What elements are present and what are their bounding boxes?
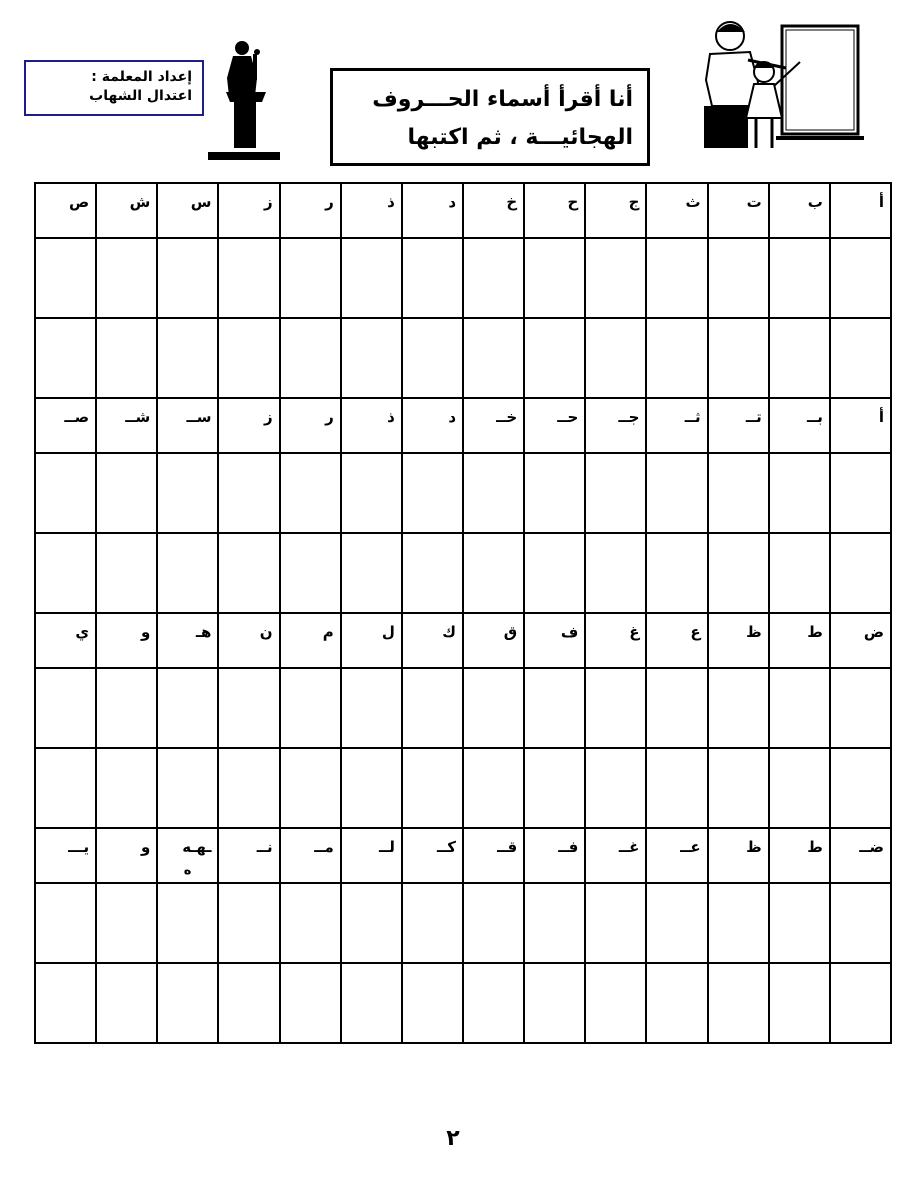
letter-cell	[585, 183, 646, 238]
letter-cell	[157, 613, 218, 668]
letter-cell	[280, 398, 341, 453]
teacher-and-child-at-board-icon	[690, 14, 866, 152]
letter-cell	[646, 398, 707, 453]
letter-label: د	[448, 193, 457, 211]
writing-cell[interactable]	[830, 668, 891, 748]
letter-label: و	[140, 838, 151, 856]
letter-cell	[218, 828, 279, 883]
letter-cell	[769, 828, 830, 883]
letter-label: ح	[567, 193, 579, 211]
letter-label: مــ	[314, 838, 334, 856]
letter-label: نــ	[256, 838, 273, 856]
writing-cell[interactable]	[96, 533, 157, 613]
author-label: إعداد المعلمة :	[91, 69, 192, 85]
writing-cell[interactable]	[646, 238, 707, 318]
writing-cell[interactable]	[35, 668, 96, 748]
letter-label: م	[322, 623, 334, 641]
letter-label: تــ	[745, 408, 762, 426]
letter-label: أ	[878, 408, 884, 426]
writing-cell[interactable]	[341, 748, 402, 828]
writing-row	[35, 748, 891, 828]
writing-cell[interactable]	[341, 963, 402, 1043]
letters-practice-grid	[34, 182, 892, 1044]
writing-cell[interactable]	[585, 883, 646, 963]
writing-row	[35, 883, 891, 963]
writing-cell[interactable]	[830, 533, 891, 613]
letter-label: غــ	[618, 838, 640, 856]
letter-label: و	[140, 623, 151, 641]
title-line-2: الهجائيـــة ، ثم اكتبها	[407, 125, 633, 150]
writing-cell[interactable]	[708, 748, 769, 828]
writing-cell[interactable]	[463, 318, 524, 398]
writing-row	[35, 668, 891, 748]
writing-cell[interactable]	[341, 318, 402, 398]
writing-cell[interactable]	[708, 453, 769, 533]
letter-cell	[830, 613, 891, 668]
letters-row	[35, 398, 891, 453]
writing-cell[interactable]	[585, 238, 646, 318]
writing-cell[interactable]	[585, 318, 646, 398]
writing-cell[interactable]	[708, 238, 769, 318]
letter-cell	[769, 183, 830, 238]
writing-cell[interactable]	[218, 453, 279, 533]
writing-row	[35, 533, 891, 613]
writing-cell[interactable]	[646, 963, 707, 1043]
letter-label: خ	[506, 193, 518, 211]
writing-cell[interactable]	[157, 453, 218, 533]
letter-label: لــ	[378, 838, 395, 856]
writing-cell[interactable]	[769, 453, 830, 533]
letter-label: ر	[325, 193, 334, 211]
letter-cell	[463, 398, 524, 453]
letter-cell	[280, 613, 341, 668]
letters-row	[35, 828, 891, 883]
writing-cell[interactable]	[402, 668, 463, 748]
worksheet-title	[330, 68, 650, 166]
writing-cell[interactable]	[646, 533, 707, 613]
letter-cell	[96, 183, 157, 238]
letter-cell	[402, 183, 463, 238]
letter-label: ثــ	[684, 408, 701, 426]
writing-cell[interactable]	[280, 453, 341, 533]
writing-cell[interactable]	[463, 963, 524, 1043]
letter-label: ط	[807, 623, 823, 641]
writing-cell[interactable]	[463, 748, 524, 828]
writing-cell[interactable]	[402, 238, 463, 318]
letter-cell	[708, 613, 769, 668]
letter-label: شــ	[125, 408, 151, 426]
letter-label: فــ	[558, 838, 579, 856]
writing-cell[interactable]	[218, 668, 279, 748]
letter-label: ث	[685, 193, 701, 211]
writing-cell[interactable]	[402, 748, 463, 828]
writing-cell[interactable]	[35, 238, 96, 318]
letter-cell	[646, 183, 707, 238]
letter-extra-label: ه	[183, 863, 192, 878]
writing-cell[interactable]	[280, 668, 341, 748]
letter-cell	[830, 828, 891, 883]
writing-cell[interactable]	[646, 668, 707, 748]
writing-cell[interactable]	[708, 963, 769, 1043]
page-number: ٢	[446, 1126, 460, 1151]
letter-cell	[35, 398, 96, 453]
writing-cell[interactable]	[96, 238, 157, 318]
letter-cell	[769, 398, 830, 453]
letter-label: صــ	[64, 408, 90, 426]
letter-label: ب	[807, 193, 823, 211]
letter-cell	[524, 613, 585, 668]
letter-label: ذ	[387, 408, 395, 426]
writing-cell[interactable]	[341, 883, 402, 963]
writing-cell[interactable]	[524, 453, 585, 533]
writing-cell[interactable]	[524, 748, 585, 828]
letter-cell	[280, 828, 341, 883]
letter-label: عــ	[680, 838, 701, 856]
letter-label: س	[190, 193, 212, 211]
writing-cell[interactable]	[769, 318, 830, 398]
writing-cell[interactable]	[96, 883, 157, 963]
writing-cell[interactable]	[35, 533, 96, 613]
letter-label: ز	[263, 408, 273, 426]
writing-cell[interactable]	[708, 883, 769, 963]
writing-cell[interactable]	[280, 533, 341, 613]
letter-label: خــ	[496, 408, 518, 426]
letter-cell	[96, 828, 157, 883]
author-name: اعتدال الشهاب	[89, 88, 192, 104]
writing-cell[interactable]	[524, 668, 585, 748]
writing-cell[interactable]	[830, 453, 891, 533]
writing-cell[interactable]	[769, 748, 830, 828]
writing-cell[interactable]	[35, 318, 96, 398]
letter-cell	[96, 398, 157, 453]
writing-cell[interactable]	[524, 238, 585, 318]
writing-cell[interactable]	[341, 668, 402, 748]
writing-cell[interactable]	[524, 533, 585, 613]
letter-label: ذ	[387, 193, 395, 211]
writing-cell[interactable]	[35, 883, 96, 963]
letter-cell	[524, 183, 585, 238]
writing-cell[interactable]	[463, 453, 524, 533]
letter-cell	[341, 398, 402, 453]
writing-cell[interactable]	[402, 533, 463, 613]
letter-cell	[341, 828, 402, 883]
letter-label: كــ	[437, 838, 457, 856]
writing-cell[interactable]	[157, 883, 218, 963]
writing-cell[interactable]	[830, 238, 891, 318]
writing-row	[35, 238, 891, 318]
letter-cell	[830, 398, 891, 453]
writing-cell[interactable]	[96, 748, 157, 828]
letter-cell	[402, 398, 463, 453]
writing-cell[interactable]	[463, 533, 524, 613]
letter-cell	[585, 613, 646, 668]
letter-label: ن	[259, 623, 273, 641]
writing-cell[interactable]	[402, 963, 463, 1043]
letter-label: جــ	[618, 408, 640, 426]
writing-cell[interactable]	[341, 238, 402, 318]
writing-cell[interactable]	[769, 963, 830, 1043]
writing-cell[interactable]	[646, 748, 707, 828]
letter-cell	[463, 828, 524, 883]
letter-label: ق	[503, 623, 518, 641]
letter-cell	[830, 183, 891, 238]
letter-cell	[96, 613, 157, 668]
writing-cell[interactable]	[218, 318, 279, 398]
letter-label: ع	[690, 623, 701, 641]
letter-label: يـــ	[68, 838, 90, 856]
writing-cell[interactable]	[157, 238, 218, 318]
letter-label: ت	[746, 193, 762, 211]
letter-label: قــ	[497, 838, 518, 856]
letter-cell	[218, 183, 279, 238]
letter-cell	[708, 828, 769, 883]
letter-label: ك	[442, 623, 457, 641]
letter-cell	[402, 828, 463, 883]
letter-label: هـ	[195, 623, 212, 641]
letters-row	[35, 613, 891, 668]
letter-cell	[463, 613, 524, 668]
writing-cell[interactable]	[769, 883, 830, 963]
writing-cell[interactable]	[585, 453, 646, 533]
letter-cell	[157, 828, 218, 883]
letter-label: ف	[560, 623, 579, 641]
letter-cell	[524, 398, 585, 453]
writing-cell[interactable]	[769, 668, 830, 748]
writing-cell[interactable]	[708, 533, 769, 613]
letter-cell	[646, 828, 707, 883]
writing-cell[interactable]	[402, 453, 463, 533]
letter-label: ر	[325, 408, 334, 426]
writing-cell[interactable]	[218, 963, 279, 1043]
letter-cell	[708, 183, 769, 238]
letter-label: ي	[75, 623, 90, 641]
letter-label: ظ	[746, 838, 762, 856]
writing-cell[interactable]	[830, 883, 891, 963]
letter-label: ـهـه	[182, 838, 212, 856]
letter-label: ز	[263, 193, 273, 211]
writing-cell[interactable]	[708, 318, 769, 398]
writing-cell[interactable]	[524, 883, 585, 963]
writing-cell[interactable]	[830, 748, 891, 828]
writing-cell[interactable]	[830, 318, 891, 398]
writing-cell[interactable]	[524, 318, 585, 398]
letter-cell	[341, 183, 402, 238]
letter-label: د	[448, 408, 457, 426]
writing-cell[interactable]	[341, 453, 402, 533]
writing-cell[interactable]	[402, 883, 463, 963]
writing-cell[interactable]	[646, 883, 707, 963]
writing-cell[interactable]	[585, 963, 646, 1043]
letter-label: ضــ	[859, 838, 884, 856]
writing-cell[interactable]	[157, 668, 218, 748]
letter-label: ض	[863, 623, 884, 641]
writing-cell[interactable]	[585, 748, 646, 828]
letter-label: ظ	[746, 623, 762, 641]
writing-cell[interactable]	[524, 963, 585, 1043]
letter-cell	[524, 828, 585, 883]
letter-label: حــ	[557, 408, 579, 426]
letter-cell	[157, 183, 218, 238]
writing-cell[interactable]	[280, 318, 341, 398]
letter-cell	[35, 613, 96, 668]
letter-label: بــ	[806, 408, 823, 426]
letter-label: ش	[129, 193, 151, 211]
writing-cell[interactable]	[769, 533, 830, 613]
writing-cell[interactable]	[96, 668, 157, 748]
letter-cell	[341, 613, 402, 668]
letter-label: ط	[807, 838, 823, 856]
letter-cell	[280, 183, 341, 238]
writing-cell[interactable]	[218, 883, 279, 963]
writing-cell[interactable]	[463, 883, 524, 963]
writing-cell[interactable]	[769, 238, 830, 318]
writing-cell[interactable]	[708, 668, 769, 748]
letter-label: غ	[629, 623, 640, 641]
writing-cell[interactable]	[463, 668, 524, 748]
writing-row	[35, 318, 891, 398]
writing-cell[interactable]	[218, 748, 279, 828]
writing-cell[interactable]	[35, 748, 96, 828]
writing-row	[35, 453, 891, 533]
letter-label: أ	[878, 193, 884, 211]
letter-cell	[585, 398, 646, 453]
letter-cell	[708, 398, 769, 453]
letter-cell	[463, 183, 524, 238]
writing-cell[interactable]	[218, 533, 279, 613]
letter-cell	[769, 613, 830, 668]
writing-cell[interactable]	[35, 453, 96, 533]
writing-cell[interactable]	[96, 453, 157, 533]
speaker-at-podium-icon	[204, 40, 284, 162]
letter-cell	[402, 613, 463, 668]
writing-cell[interactable]	[157, 533, 218, 613]
letter-label: ص	[68, 193, 90, 211]
writing-cell[interactable]	[157, 963, 218, 1043]
letter-cell	[35, 183, 96, 238]
writing-cell[interactable]	[341, 533, 402, 613]
writing-cell[interactable]	[280, 748, 341, 828]
writing-cell[interactable]	[830, 963, 891, 1043]
writing-cell[interactable]	[157, 318, 218, 398]
letter-cell	[157, 398, 218, 453]
writing-cell[interactable]	[218, 238, 279, 318]
writing-cell[interactable]	[585, 533, 646, 613]
writing-cell[interactable]	[402, 318, 463, 398]
writing-cell[interactable]	[463, 238, 524, 318]
letter-label: ل	[381, 623, 395, 641]
letter-cell	[35, 828, 96, 883]
letter-cell	[585, 828, 646, 883]
letter-label: ســ	[186, 408, 212, 426]
writing-cell[interactable]	[280, 883, 341, 963]
author-credit-box	[24, 60, 204, 116]
title-line-1: أنا أقرأ أسماء الحـــروف	[372, 87, 633, 112]
letter-cell	[646, 613, 707, 668]
writing-cell[interactable]	[280, 238, 341, 318]
writing-cell[interactable]	[157, 748, 218, 828]
letter-label: ج	[628, 193, 640, 211]
writing-cell[interactable]	[585, 668, 646, 748]
letters-row	[35, 183, 891, 238]
letter-cell	[218, 613, 279, 668]
writing-row	[35, 963, 891, 1043]
writing-cell[interactable]	[96, 318, 157, 398]
writing-cell[interactable]	[35, 963, 96, 1043]
writing-cell[interactable]	[646, 453, 707, 533]
letter-cell	[218, 398, 279, 453]
writing-cell[interactable]	[96, 963, 157, 1043]
writing-cell[interactable]	[280, 963, 341, 1043]
writing-cell[interactable]	[646, 318, 707, 398]
